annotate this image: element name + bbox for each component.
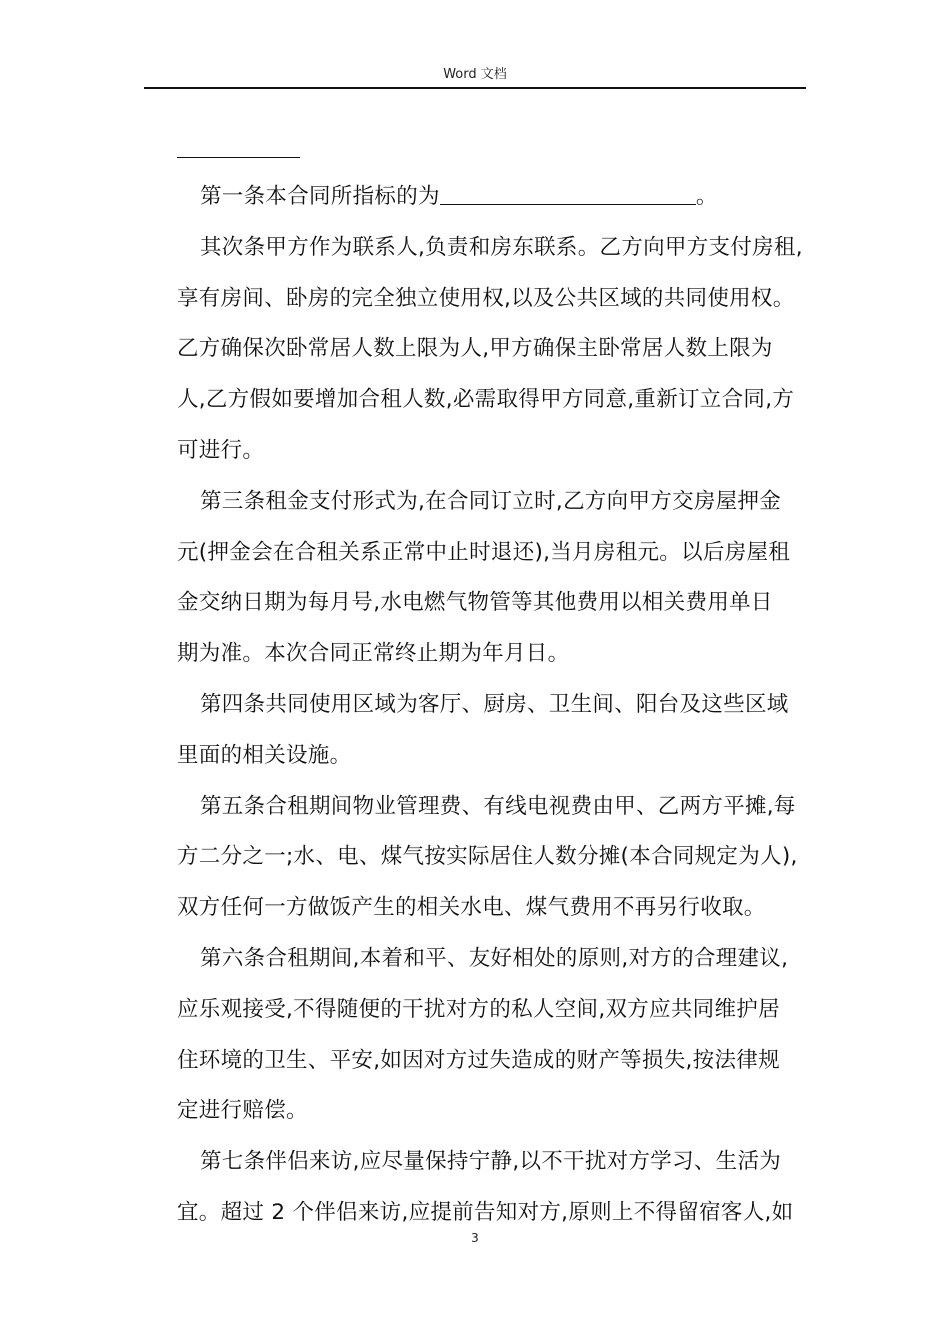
article-2-line-5: 可进行。 xyxy=(177,437,265,463)
page-number xyxy=(0,1230,950,1246)
article-5-line-3: 双方任何一方做饭产生的相关水电、煤气费用不再另行收取。 xyxy=(177,895,766,921)
article-3-line-3: 金交纳日期为每月号,水电燃气物管等其他费用以相关费用单日 xyxy=(177,590,773,616)
article-5-line-2: 方二分之一;水、电、煤气按实际居住人数分摊(本合同规定为人), xyxy=(177,844,798,870)
article-4-line-2: 里面的相关设施。 xyxy=(177,742,352,768)
article-1-line xyxy=(177,172,817,223)
header-title: Word 文档 xyxy=(443,67,507,82)
contract-body xyxy=(177,172,817,1239)
article-3-line-1: 第三条租金支付形式为,在合同订立时,乙方向甲方交房屋押金 xyxy=(200,488,782,514)
header-divider xyxy=(144,87,806,89)
article-6-line-1: 第六条合租期间,本着和平、友好相处的原则,对方的合理建议, xyxy=(200,945,789,971)
fill-in-blank-top xyxy=(177,157,300,158)
article-5-line-1: 第五条合租期间物业管理费、有线电视费由甲、乙两方平摊,每 xyxy=(200,793,796,819)
article-6-line-4: 定进行赔偿。 xyxy=(177,1098,308,1124)
article-7-line-2: 宜。超过 2 个伴侣来访,应提前告知对方,原则上不得留宿客人,如 xyxy=(177,1199,794,1225)
article-4-line-1: 第四条共同使用区域为客厅、厨房、卫生间、阳台及这些区域 xyxy=(200,691,789,717)
article-1-end: 。 xyxy=(695,184,718,209)
article-1-text: 第一条本合同所指标的为 xyxy=(200,184,440,209)
page-header xyxy=(0,66,950,84)
article-2-line-3: 乙方确保次卧常居人数上限为人,甲方确保主卧常居人数上限为 xyxy=(177,336,773,362)
article-6-line-3: 住环境的卫生、平安,如因对方过失造成的财产等损失,按法律规 xyxy=(177,1047,780,1073)
article-2-line-1: 其次条甲方作为联系人,负责和房东联系。乙方向甲方支付房租, xyxy=(200,234,803,260)
article-3-line-4: 期为准。本次合同正常终止期为年月日。 xyxy=(177,641,570,667)
fill-in-blank-subject xyxy=(440,184,696,205)
article-2-line-4: 人,乙方假如要增加合租人数,必需取得甲方同意,重新订立合同,方 xyxy=(177,387,795,413)
page-number-text: 3 xyxy=(471,1231,479,1245)
article-3-line-2: 元(押金会在合租关系正常中止时退还),当月房租元。以后房屋租 xyxy=(177,539,791,565)
article-7-line-1: 第七条伴侣来访,应尽量保持宁静,以不干扰对方学习、生活为 xyxy=(200,1149,782,1175)
article-2-line-2: 享有房间、卧房的完全独立使用权,以及公共区域的共同使用权。 xyxy=(177,285,795,311)
article-6-line-2: 应乐观接受,不得随便的干扰对方的私人空间,双方应共同维护居 xyxy=(177,996,780,1022)
